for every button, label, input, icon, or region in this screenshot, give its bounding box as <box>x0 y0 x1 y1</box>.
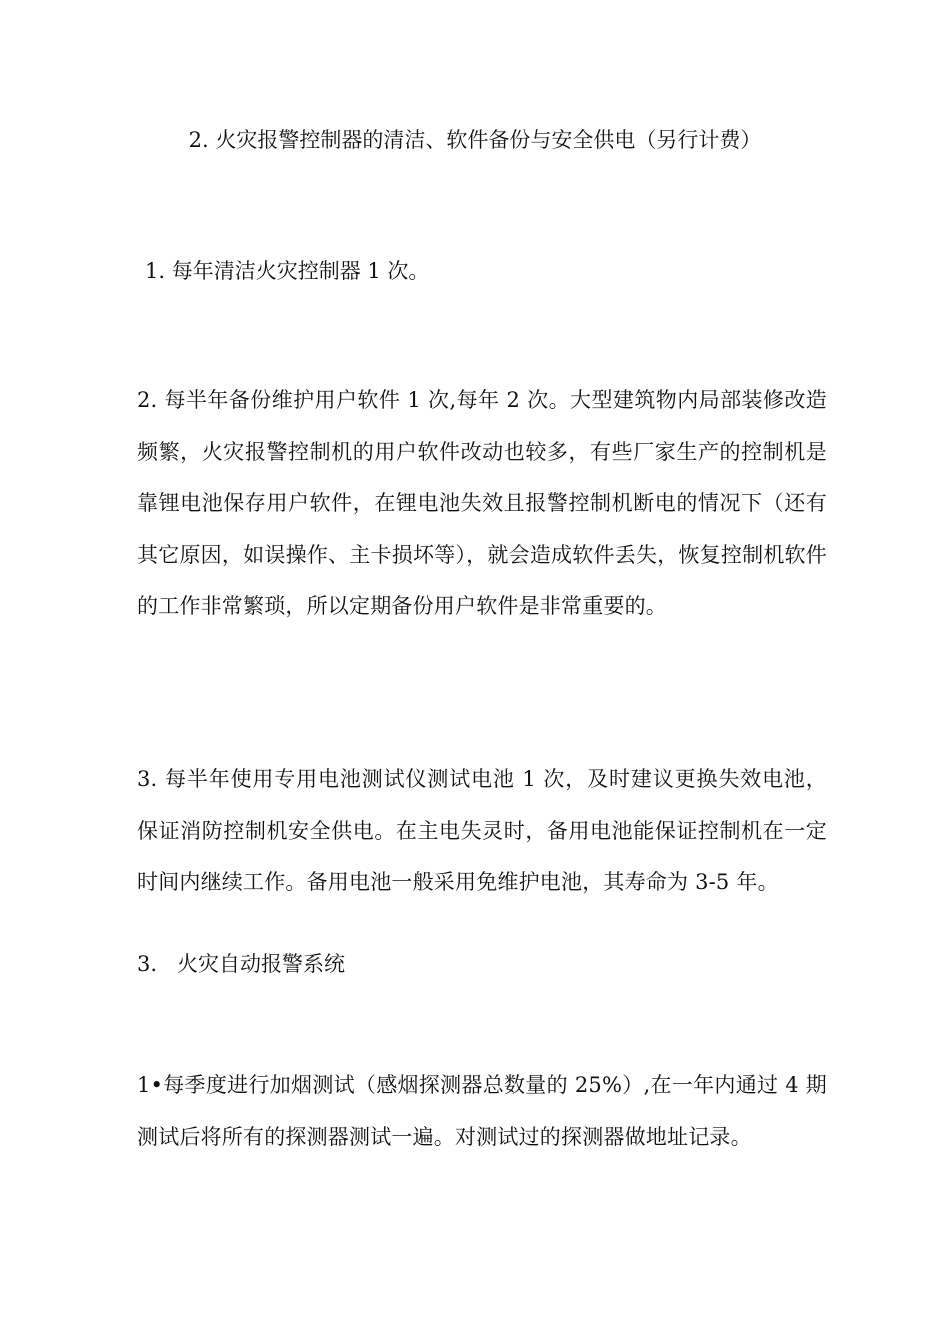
section-3-heading: 3. 火灾自动报警系统 <box>137 952 346 976</box>
list-item-smoke-test: 1•每季度进行加烟测试（感烟探测器总数量的 25%）,在一年内通过 4 期测试后将所有的探测器测试一遍。对测试过的探测器做地址记录。 <box>137 1073 827 1149</box>
list-item-software-backup: 2. 每半年备份维护用户软件 1 次,每年 2 次。大型建筑物内局部装修改造频繁，火灾报警控制机的用户软件改动也较多，有些厂家生产的控制机是靠锂电池保存用户软件，在锂电池失效且报警控制机断电的情况下（还有其它原因，如误操作、主卡损坏等），就会造成软件丢失，恢复控制机软件的工作非常繁琐，所以定期备份用户软件是非常重要的。 <box>137 388 827 618</box>
section-heading: 2. 火灾报警控制器的清洁、软件备份与安全供电（另行计费） <box>188 128 762 152</box>
list-item-clean-controller: 1. 每年清洁火灾控制器 1 次。 <box>145 259 430 283</box>
list-item-battery-test: 3. 每半年使用专用电池测试仪测试电池 1 次，及时建议更换失效电池，保证消防控制机安全供电。在主电失灵时，备用电池能保证控制机在一定时间内继续工作。备用电池一般采用免维护电池，其寿命为 3-5 年。 <box>137 767 827 894</box>
